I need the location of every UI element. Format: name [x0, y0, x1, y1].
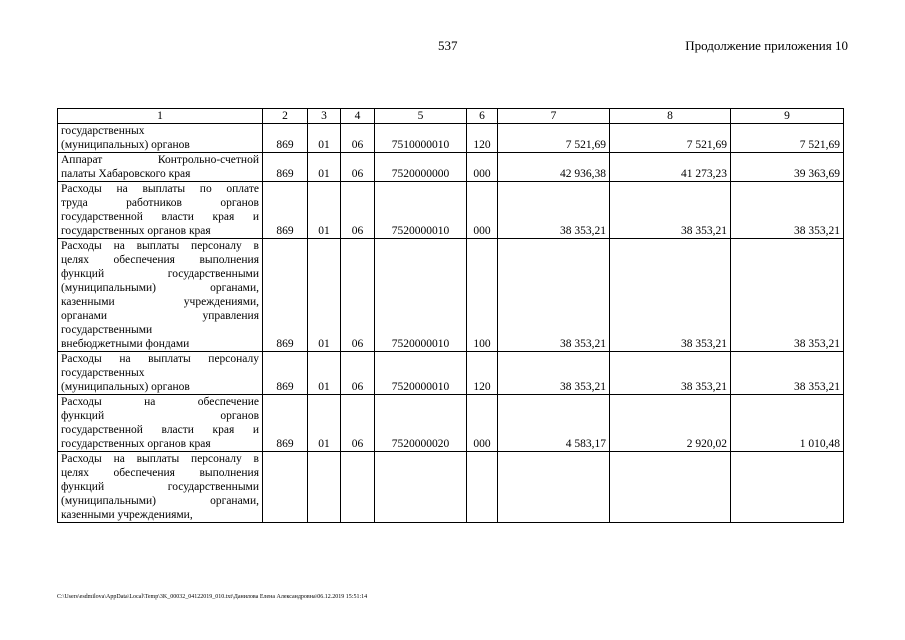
cell-expense-type	[467, 452, 498, 523]
cell-amount-year3: 39 363,69	[731, 153, 844, 182]
cell-expense-type: 000	[467, 153, 498, 182]
column-header: 5	[375, 109, 467, 124]
cell-amount-year2: 38 353,21	[610, 182, 731, 239]
description-line: внебюджетными фондами	[61, 338, 190, 350]
appendix-note: Продолжение приложения 10	[685, 38, 848, 53]
table-body	[58, 124, 844, 523]
cell-amount-year1: 38 353,21	[498, 182, 610, 239]
cell-subsection: 06	[341, 395, 375, 452]
cell-amount-year2: 38 353,21	[610, 352, 731, 395]
description-line: государственных	[61, 125, 145, 137]
cell-target-article: 7510000010	[375, 124, 467, 153]
table-row	[58, 124, 844, 153]
description-line: государственной власти края и	[61, 211, 259, 223]
row-description	[58, 352, 263, 395]
column-header: 1	[58, 109, 263, 124]
cell-amount-year2: 38 353,21	[610, 239, 731, 352]
description-line: государственных органов края	[61, 225, 211, 237]
cell-subsection: 06	[341, 239, 375, 352]
cell-expense-type: 100	[467, 239, 498, 352]
cell-target-article: 7520000010	[375, 352, 467, 395]
cell-expense-type: 120	[467, 124, 498, 153]
column-header: 9	[731, 109, 844, 124]
description-line: государственных органов края	[61, 438, 211, 450]
table-row	[58, 452, 844, 523]
cell-amount-year1	[498, 452, 610, 523]
row-description	[58, 124, 263, 153]
cell-amount-year3: 38 353,21	[731, 352, 844, 395]
table-row	[58, 352, 844, 395]
cell-section: 01	[308, 352, 341, 395]
cell-target-article: 7520000000	[375, 153, 467, 182]
description-line: (муниципальных) органов	[61, 381, 190, 393]
cell-ministry-code	[263, 452, 308, 523]
row-description	[58, 395, 263, 452]
cell-amount-year3	[731, 452, 844, 523]
row-description	[58, 452, 263, 523]
cell-expense-type: 000	[467, 182, 498, 239]
cell-expense-type: 000	[467, 395, 498, 452]
description-line: функций органов	[61, 410, 259, 422]
description-line: Аппарат Контрольно-счетной	[61, 154, 259, 166]
column-header: 2	[263, 109, 308, 124]
description-line: органами управления	[61, 310, 259, 322]
cell-section: 01	[308, 239, 341, 352]
description-line: (муниципальными) органами,	[61, 282, 259, 294]
description-line: труда работников органов	[61, 197, 259, 209]
cell-ministry-code: 869	[263, 182, 308, 239]
cell-amount-year1: 38 353,21	[498, 239, 610, 352]
cell-ministry-code: 869	[263, 395, 308, 452]
cell-target-article: 7520000010	[375, 239, 467, 352]
description-line: палаты Хабаровского края	[61, 168, 191, 180]
cell-section: 01	[308, 124, 341, 153]
budget-table	[57, 108, 844, 523]
cell-target-article	[375, 452, 467, 523]
cell-amount-year2: 7 521,69	[610, 124, 731, 153]
cell-subsection: 06	[341, 153, 375, 182]
description-line: казенными учреждениями,	[61, 296, 259, 308]
description-line: функций государственными	[61, 268, 259, 280]
cell-subsection: 06	[341, 352, 375, 395]
cell-amount-year2: 2 920,02	[610, 395, 731, 452]
cell-subsection: 06	[341, 182, 375, 239]
cell-ministry-code: 869	[263, 239, 308, 352]
cell-subsection: 06	[341, 124, 375, 153]
description-line: Расходы на выплаты персоналу в	[61, 453, 259, 465]
cell-amount-year1: 42 936,38	[498, 153, 610, 182]
cell-target-article: 7520000020	[375, 395, 467, 452]
description-line: целях обеспечения выполнения	[61, 467, 259, 479]
description-line: Расходы на выплаты по оплате	[61, 183, 259, 195]
row-description	[58, 153, 263, 182]
table-row	[58, 239, 844, 352]
description-line: Расходы на выплаты персоналу в	[61, 240, 259, 252]
table-row	[58, 153, 844, 182]
cell-section	[308, 452, 341, 523]
cell-amount-year2: 41 273,23	[610, 153, 731, 182]
cell-amount-year3: 38 353,21	[731, 182, 844, 239]
table-row	[58, 395, 844, 452]
description-line: государственных	[61, 367, 145, 379]
cell-amount-year1: 38 353,21	[498, 352, 610, 395]
description-line: государственными	[61, 324, 153, 336]
table-header-row	[58, 109, 844, 124]
description-line: функций государственными	[61, 481, 259, 493]
cell-expense-type: 120	[467, 352, 498, 395]
column-header: 7	[498, 109, 610, 124]
cell-section: 01	[308, 153, 341, 182]
row-description	[58, 182, 263, 239]
cell-amount-year3: 38 353,21	[731, 239, 844, 352]
description-line: казенными учреждениями,	[61, 509, 193, 521]
cell-amount-year3: 1 010,48	[731, 395, 844, 452]
description-line: (муниципальными) органами,	[61, 495, 259, 507]
cell-amount-year3: 7 521,69	[731, 124, 844, 153]
description-line: Расходы на выплаты персоналу	[61, 353, 259, 365]
cell-section: 01	[308, 395, 341, 452]
cell-target-article: 7520000010	[375, 182, 467, 239]
cell-section: 01	[308, 182, 341, 239]
column-header: 4	[341, 109, 375, 124]
cell-ministry-code: 869	[263, 352, 308, 395]
column-header: 3	[308, 109, 341, 124]
description-line: государственной власти края и	[61, 424, 259, 436]
cell-subsection	[341, 452, 375, 523]
description-line: целях обеспечения выполнения	[61, 254, 259, 266]
footer-path: C:\Users\esdmilova\AppData\Local\Temp\3K_00032_04122019_010.txt\Данилова Елена Александровна\06.12.2019 15:51:14	[57, 594, 368, 600]
column-header: 8	[610, 109, 731, 124]
description-line: Расходы на обеспечение	[61, 396, 259, 408]
description-line: (муниципальных) органов	[61, 139, 190, 151]
cell-amount-year1: 7 521,69	[498, 124, 610, 153]
cell-ministry-code: 869	[263, 124, 308, 153]
cell-ministry-code: 869	[263, 153, 308, 182]
cell-amount-year1: 4 583,17	[498, 395, 610, 452]
page-number: 537	[438, 38, 458, 53]
cell-amount-year2	[610, 452, 731, 523]
column-header: 6	[467, 109, 498, 124]
row-description	[58, 239, 263, 352]
table-row	[58, 182, 844, 239]
